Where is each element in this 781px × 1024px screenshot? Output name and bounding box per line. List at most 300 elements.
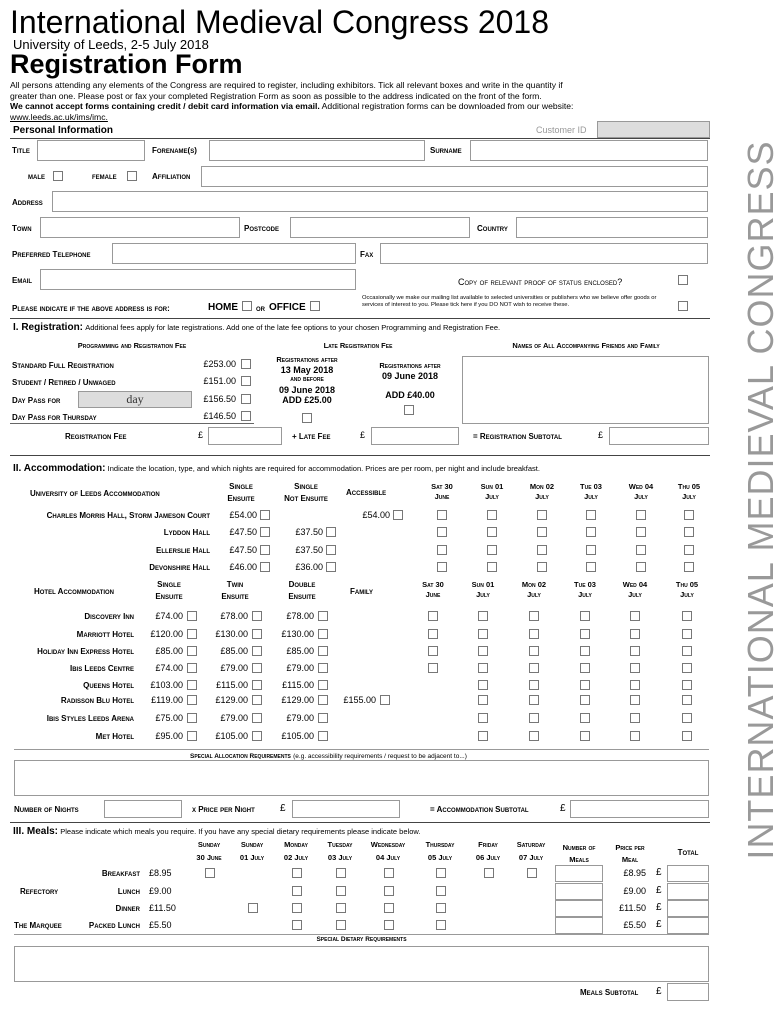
special-dietary-label: Special Dietary Requirements: [316, 936, 407, 943]
form-title: Registration Form: [10, 49, 243, 79]
office-checkbox[interactable]: [310, 301, 320, 311]
night-checkbox[interactable]: [684, 562, 694, 572]
night-checkbox[interactable]: [428, 611, 438, 621]
night-checkbox[interactable]: [580, 611, 590, 621]
uni-single-ensuite-checkbox[interactable]: [260, 510, 270, 520]
night-checkbox[interactable]: [537, 562, 547, 572]
hotel-double-checkbox[interactable]: [318, 731, 328, 741]
meal-day-checkbox[interactable]: [336, 868, 346, 878]
price-single: £119.00: [151, 695, 183, 705]
meal-day-header: 04 July: [375, 853, 401, 862]
meals-note: Please indicate which meals you require. If you have any special dietary requirements please indicate below.: [60, 827, 421, 836]
marquee-label: The Marquee: [14, 921, 62, 930]
accessible-header: Accessible: [346, 488, 387, 497]
meal-day-checkbox[interactable]: [205, 868, 215, 878]
meal-day-checkbox[interactable]: [292, 903, 302, 913]
night-checkbox[interactable]: [580, 646, 590, 656]
page-title: International Medieval Congress 2018: [10, 4, 549, 40]
night-checkbox[interactable]: [636, 562, 646, 572]
prog-fee-header: Programming and Registration Fee: [77, 341, 187, 350]
night-checkbox[interactable]: [682, 629, 692, 639]
meal-day-checkbox[interactable]: [527, 868, 537, 878]
meal-price-per: £9.00: [623, 886, 646, 896]
price-single-ensuite: £47.50: [229, 527, 257, 537]
night-header: July: [527, 590, 541, 599]
meal-day-checkbox[interactable]: [384, 903, 394, 913]
intro-bold: We cannot accept forms containing credit / debit card information via email.: [10, 101, 320, 111]
col-header: Ensuite: [227, 494, 255, 503]
night-checkbox[interactable]: [529, 629, 539, 639]
price-single-not-ensuite: £36.00: [295, 562, 323, 572]
meal-day-checkbox[interactable]: [436, 886, 446, 896]
night-checkbox[interactable]: [529, 731, 539, 741]
night-checkbox[interactable]: [630, 695, 640, 705]
night-checkbox[interactable]: [478, 663, 488, 673]
pound-sign: £: [360, 430, 366, 440]
hotel-double-checkbox[interactable]: [318, 663, 328, 673]
intro-line: greater than one. Please post or fax your completed Registration Form as soon as possible to the address indicated on the front of the form.: [10, 90, 542, 101]
hotel-double-checkbox[interactable]: [318, 611, 328, 621]
page-subtitle: University of Leeds, 2-5 July 2018: [13, 37, 209, 52]
night-checkbox[interactable]: [478, 611, 488, 621]
night-checkbox[interactable]: [630, 731, 640, 741]
hotel-name: Ibis Styles Leeds Arena: [46, 714, 134, 723]
price-single: £103.00: [150, 680, 183, 690]
meal-count-field[interactable]: [555, 865, 603, 882]
meal-price: £5.50: [149, 920, 172, 930]
hotel-double-checkbox[interactable]: [318, 713, 328, 723]
accommodation-note: Indicate the location, type, and which nights are required for accommodation. Prices are per room, per night and include breakfast.: [107, 464, 540, 473]
night-checkbox[interactable]: [682, 680, 692, 690]
personal-heading: Personal Information: [13, 125, 114, 136]
uni-hall-name: Charles Morris Hall, Storm Jameson Court: [46, 511, 210, 520]
reg-fee-field[interactable]: [208, 427, 282, 445]
night-header: Mon 02: [529, 482, 555, 491]
meals-subtotal-field[interactable]: [667, 983, 709, 1001]
hotel-double-checkbox[interactable]: [318, 646, 328, 656]
price-per-night-field[interactable]: [292, 800, 400, 818]
col-header: Meals: [569, 855, 589, 864]
meal-day-checkbox[interactable]: [336, 920, 346, 930]
hotel-twin-checkbox[interactable]: [252, 713, 262, 723]
hotel-name: Ibis Leeds Centre: [69, 664, 134, 673]
hotel-double-checkbox[interactable]: [318, 629, 328, 639]
surname-label: Surname: [430, 146, 462, 155]
total-header: Total: [677, 848, 699, 857]
night-checkbox[interactable]: [684, 510, 694, 520]
price-twin: £130.00: [215, 629, 248, 639]
meal-count-field[interactable]: [555, 917, 603, 934]
uni-accessible-checkbox[interactable]: [393, 510, 403, 520]
meal-day-checkbox[interactable]: [292, 920, 302, 930]
night-checkbox[interactable]: [428, 629, 438, 639]
website-link[interactable]: www.leeds.ac.uk/ims/imc.: [10, 111, 108, 122]
intro-line: All persons attending any elements of the Congress are required to register, including exhibitors. Tick all relevant boxes and write in the quantity if: [10, 80, 563, 90]
night-checkbox[interactable]: [586, 527, 596, 537]
female-label: female: [92, 172, 117, 181]
meal-day-header: Friday: [478, 840, 498, 849]
night-checkbox[interactable]: [428, 663, 438, 673]
meal-name: Lunch: [117, 887, 140, 896]
night-checkbox[interactable]: [437, 562, 447, 572]
male-checkbox[interactable]: [53, 171, 63, 181]
hotel-twin-checkbox[interactable]: [252, 731, 262, 741]
hotel-single-checkbox[interactable]: [187, 731, 197, 741]
night-checkbox[interactable]: [580, 695, 590, 705]
meal-count-field[interactable]: [555, 900, 603, 917]
fax-label: Fax: [360, 250, 374, 259]
postcode-field[interactable]: [290, 217, 470, 238]
night-checkbox[interactable]: [630, 611, 640, 621]
late2-line: ADD £40.00: [385, 390, 435, 400]
price-double: £79.00: [286, 713, 314, 723]
meal-day-header: Monday: [284, 840, 308, 849]
hotel-single-checkbox[interactable]: [187, 611, 197, 621]
col-header: Not Ensuite: [284, 494, 328, 503]
meal-day-checkbox[interactable]: [384, 886, 394, 896]
price-single-not-ensuite: £37.50: [295, 545, 323, 555]
meal-day-header: Sunday: [197, 840, 221, 849]
meal-day-header: 30 June: [196, 853, 222, 862]
night-header: July: [682, 492, 696, 501]
night-checkbox[interactable]: [478, 695, 488, 705]
accompanying-names-field[interactable]: [462, 356, 709, 424]
standard-reg-checkbox[interactable]: [241, 359, 251, 369]
night-checkbox[interactable]: [636, 527, 646, 537]
meal-total-field[interactable]: [667, 900, 709, 917]
late2-line: 09 June 2018: [381, 371, 439, 381]
meal-day-header: Sunday: [240, 840, 264, 849]
uni-single-not-ensuite-checkbox[interactable]: [326, 527, 336, 537]
meal-price-per: £11.50: [619, 903, 646, 913]
hotel-single-checkbox[interactable]: [187, 646, 197, 656]
night-checkbox[interactable]: [487, 545, 497, 555]
surname-field[interactable]: [470, 140, 708, 161]
price-single-ensuite: £47.50: [229, 545, 257, 555]
country-field[interactable]: [516, 217, 708, 238]
pound-sign: £: [656, 885, 662, 896]
late1-line: Registrations after: [276, 355, 338, 364]
price-twin: £85.00: [220, 646, 248, 656]
reg-row-label: Student / Retired / Unwaged: [12, 378, 116, 387]
email-label: Email: [12, 276, 32, 285]
night-checkbox[interactable]: [478, 680, 488, 690]
pound-sign: £: [560, 803, 566, 814]
meal-day-header: 01 July: [239, 853, 265, 862]
reg-subtotal-field[interactable]: [609, 427, 709, 445]
night-checkbox[interactable]: [682, 663, 692, 673]
title-field[interactable]: [37, 140, 145, 161]
night-checkbox[interactable]: [580, 731, 590, 741]
night-checkbox[interactable]: [682, 713, 692, 723]
names-header: Names of All Accompanying Friends and Family: [512, 341, 660, 350]
accommodation-subtotal-field[interactable]: [570, 800, 709, 818]
night-checkbox[interactable]: [487, 527, 497, 537]
price-single-ensuite: £46.00: [229, 562, 257, 572]
night-checkbox[interactable]: [682, 646, 692, 656]
night-header: June: [434, 492, 450, 501]
uni-hall-name: Ellerslie Hall: [156, 546, 210, 555]
night-checkbox[interactable]: [437, 545, 447, 555]
night-header: Mon 02: [521, 580, 547, 589]
meal-price: £11.50: [149, 903, 176, 913]
male-label: male: [28, 172, 45, 181]
fax-field[interactable]: [380, 243, 708, 264]
night-checkbox[interactable]: [529, 646, 539, 656]
night-checkbox[interactable]: [580, 629, 590, 639]
meal-day-header: 02 July: [283, 853, 309, 862]
special-allocation-field[interactable]: [14, 760, 709, 796]
mailing-note: Occasionally we make our mailing list available to selected universities or publishers who we believe offer goods or services of interest to you. Please tick here if you DO NOT wish to receive these.: [362, 295, 657, 308]
night-checkbox[interactable]: [682, 731, 692, 741]
reg-row-label: Day Pass for: [12, 396, 61, 405]
price-single: £120.00: [150, 629, 183, 639]
meal-day-header: 03 July: [327, 853, 353, 862]
night-header: Sat 30: [431, 482, 453, 491]
hotel-single-checkbox[interactable]: [187, 663, 197, 673]
hotel-twin-checkbox[interactable]: [252, 629, 262, 639]
night-checkbox[interactable]: [478, 731, 488, 741]
meal-day-header: 07 July: [518, 853, 544, 862]
night-checkbox[interactable]: [630, 646, 640, 656]
night-checkbox[interactable]: [478, 629, 488, 639]
meal-day-checkbox[interactable]: [336, 903, 346, 913]
refectory-label: Refectory: [20, 887, 59, 896]
meal-day-checkbox[interactable]: [484, 868, 494, 878]
price-double: £79.00: [286, 663, 314, 673]
price-twin: £79.00: [220, 663, 248, 673]
student-reg-checkbox[interactable]: [241, 376, 251, 386]
town-field[interactable]: [40, 217, 240, 238]
price-twin: £115.00: [216, 680, 248, 690]
mailing-optout-checkbox[interactable]: [678, 301, 688, 311]
price-double: £85.00: [286, 646, 314, 656]
col-header: Number of: [562, 843, 596, 852]
hotel-single-checkbox[interactable]: [187, 629, 197, 639]
hotel-single-checkbox[interactable]: [187, 695, 197, 705]
night-checkbox[interactable]: [487, 510, 497, 520]
customer-id-field[interactable]: [597, 121, 710, 138]
hotel-twin-checkbox[interactable]: [252, 646, 262, 656]
meal-count-field[interactable]: [555, 883, 603, 900]
thursday-pass-checkbox[interactable]: [241, 411, 251, 421]
meal-name: Breakfast: [101, 869, 140, 878]
copy-proof-label: Copy of relevant proof of status enclosed?: [458, 277, 623, 287]
reg-row-price: £253.00: [203, 359, 236, 369]
meal-day-header: Wednesday: [370, 840, 406, 849]
night-checkbox[interactable]: [580, 713, 590, 723]
meal-day-checkbox[interactable]: [384, 920, 394, 930]
special-dietary-field[interactable]: [14, 946, 709, 982]
meal-day-header: 06 July: [475, 853, 501, 862]
meal-total-field[interactable]: [667, 865, 709, 882]
uni-single-not-ensuite-checkbox[interactable]: [326, 562, 336, 572]
meal-day-checkbox[interactable]: [292, 886, 302, 896]
meal-name: Dinner: [115, 904, 140, 913]
office-label: OFFICE: [269, 302, 306, 313]
meal-day-checkbox[interactable]: [384, 868, 394, 878]
night-checkbox[interactable]: [682, 695, 692, 705]
col-header: Ensuite: [288, 592, 316, 601]
meal-name: Packed Lunch: [88, 921, 140, 930]
night-checkbox[interactable]: [529, 713, 539, 723]
nights-field[interactable]: [104, 800, 182, 818]
copy-proof-checkbox[interactable]: [678, 275, 688, 285]
late-fee-25-checkbox[interactable]: [302, 413, 312, 423]
night-header: July: [634, 492, 648, 501]
address-for-label: Please indicate if the above address is for:: [12, 304, 170, 313]
telephone-field[interactable]: [112, 243, 356, 264]
special-allocation-label: Special Allocation Requirements: [190, 753, 291, 760]
night-checkbox[interactable]: [636, 510, 646, 520]
meal-day-header: 05 July: [427, 853, 453, 862]
price-double: £130.00: [281, 629, 314, 639]
uni-single-ensuite-checkbox[interactable]: [260, 527, 270, 537]
night-checkbox[interactable]: [537, 527, 547, 537]
hotel-double-checkbox[interactable]: [318, 695, 328, 705]
night-header: July: [476, 590, 490, 599]
night-checkbox[interactable]: [437, 510, 447, 520]
hotel-twin-checkbox[interactable]: [252, 663, 262, 673]
uni-single-ensuite-checkbox[interactable]: [260, 562, 270, 572]
night-header: July: [535, 492, 549, 501]
night-header: Sat 30: [422, 580, 444, 589]
night-checkbox[interactable]: [630, 663, 640, 673]
meals-subtotal-label: Meals Subtotal: [580, 988, 639, 997]
night-checkbox[interactable]: [537, 510, 547, 520]
night-checkbox[interactable]: [428, 646, 438, 656]
night-checkbox[interactable]: [487, 562, 497, 572]
meal-day-checkbox[interactable]: [436, 903, 446, 913]
night-header: Thu 05: [677, 482, 701, 491]
col-header: Meal: [621, 855, 639, 864]
night-header: Sun 01: [471, 580, 495, 589]
day-pass-checkbox[interactable]: [241, 394, 251, 404]
night-checkbox[interactable]: [586, 510, 596, 520]
accommodation-subtotal-label: = Accommodation Subtotal: [430, 805, 529, 814]
night-checkbox[interactable]: [684, 545, 694, 555]
meal-total-field[interactable]: [667, 883, 709, 900]
night-checkbox[interactable]: [529, 680, 539, 690]
night-checkbox[interactable]: [537, 545, 547, 555]
night-checkbox[interactable]: [630, 680, 640, 690]
late-fee-field[interactable]: [371, 427, 459, 445]
hotel-single-checkbox[interactable]: [187, 713, 197, 723]
female-checkbox[interactable]: [127, 171, 137, 181]
home-label: HOME: [208, 302, 238, 313]
price-accessible: £54.00: [362, 510, 390, 520]
price-single-not-ensuite: £37.50: [295, 527, 323, 537]
late-fee-40-checkbox[interactable]: [404, 405, 414, 415]
uni-single-not-ensuite-checkbox[interactable]: [326, 545, 336, 555]
night-checkbox[interactable]: [630, 629, 640, 639]
reg-row-label: Day Pass for Thursday: [12, 413, 97, 422]
hotel-twin-checkbox[interactable]: [252, 680, 262, 690]
night-checkbox[interactable]: [437, 527, 447, 537]
title-label: Title: [12, 146, 30, 155]
price-double: £115.00: [282, 680, 314, 690]
night-checkbox[interactable]: [529, 663, 539, 673]
meal-total-field[interactable]: [667, 917, 709, 934]
email-field[interactable]: [40, 269, 356, 290]
night-header: July: [628, 590, 642, 599]
night-checkbox[interactable]: [529, 611, 539, 621]
late2-line: Registrations after: [379, 361, 441, 370]
meal-day-header: Thursday: [425, 840, 455, 849]
hotel-name: Marriott Hotel: [76, 630, 134, 639]
price-family: £155.00: [343, 695, 376, 705]
hotel-double-checkbox[interactable]: [318, 680, 328, 690]
night-checkbox[interactable]: [580, 663, 590, 673]
price-twin: £78.00: [220, 611, 248, 621]
meal-day-header: Tuesday: [327, 840, 353, 849]
meal-day-checkbox[interactable]: [292, 868, 302, 878]
pound-sign: £: [656, 919, 662, 930]
town-label: Town: [12, 224, 32, 233]
night-header: July: [578, 590, 592, 599]
price-single: £75.00: [155, 713, 183, 723]
night-header: June: [425, 590, 441, 599]
address-field[interactable]: [52, 191, 708, 212]
night-checkbox[interactable]: [478, 713, 488, 723]
night-checkbox[interactable]: [586, 562, 596, 572]
intro-text: [10, 80, 710, 122]
night-header: Sun 01: [480, 482, 504, 491]
night-checkbox[interactable]: [586, 545, 596, 555]
night-checkbox[interactable]: [529, 695, 539, 705]
uni-single-ensuite-checkbox[interactable]: [260, 545, 270, 555]
hotel-name: Met Hotel: [95, 732, 134, 741]
pound-sign: £: [656, 986, 662, 997]
hotel-name: Discovery Inn: [84, 612, 134, 621]
price-single-ensuite: £54.00: [229, 510, 257, 520]
home-checkbox[interactable]: [242, 301, 252, 311]
night-checkbox[interactable]: [682, 611, 692, 621]
side-banner: INTERNATIONAL MEDIEVAL CONGRESS: [740, 140, 781, 860]
hotel-twin-checkbox[interactable]: [252, 695, 262, 705]
night-checkbox[interactable]: [478, 646, 488, 656]
hotel-family-checkbox[interactable]: [380, 695, 390, 705]
forenames-field[interactable]: [209, 140, 425, 161]
late1-line: 09 June 2018: [278, 385, 336, 395]
night-header: July: [584, 492, 598, 501]
col-header: Twin: [226, 580, 244, 589]
meal-day-checkbox[interactable]: [436, 920, 446, 930]
day-pass-day-field[interactable]: day: [78, 391, 192, 408]
meal-price-per: £8.95: [623, 868, 646, 878]
meal-day-checkbox[interactable]: [436, 868, 446, 878]
special-allocation-note: (e.g. accessibility requirements / request to be adjacent to...): [293, 753, 467, 760]
hotel-name: Queens Hotel: [83, 681, 134, 690]
meal-day-checkbox[interactable]: [336, 886, 346, 896]
night-checkbox[interactable]: [684, 527, 694, 537]
hotel-single-checkbox[interactable]: [187, 680, 197, 690]
affiliation-field[interactable]: [201, 166, 708, 187]
night-header: Wed 04: [628, 482, 654, 491]
hotel-accommodation-heading: Hotel Accommodation: [33, 587, 115, 596]
night-checkbox[interactable]: [630, 713, 640, 723]
night-checkbox[interactable]: [636, 545, 646, 555]
night-checkbox[interactable]: [580, 680, 590, 690]
meal-day-checkbox[interactable]: [248, 903, 258, 913]
registration-note: Additional fees apply for late registrations. Add one of the late fee options to your chosen Programming and Registration Fee.: [85, 323, 501, 332]
reg-row-label: Standard Full Registration: [12, 361, 114, 370]
col-header: Ensuite: [155, 592, 183, 601]
hotel-twin-checkbox[interactable]: [252, 611, 262, 621]
col-header: Price per: [615, 843, 645, 852]
late1-line: 13 May 2018: [280, 365, 334, 375]
hotel-name: Holiday Inn Express Hotel: [37, 647, 134, 656]
